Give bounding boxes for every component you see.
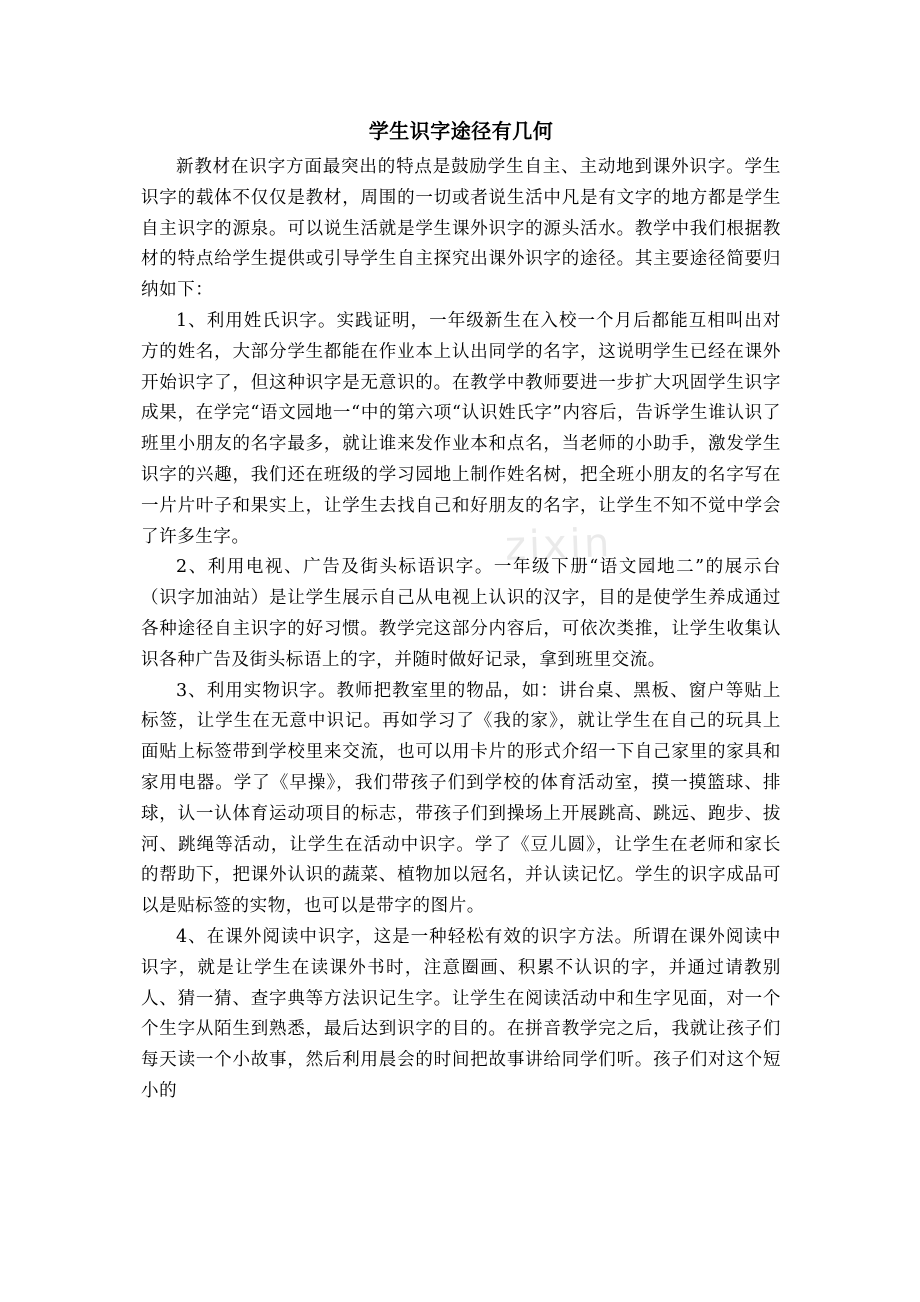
- document-body: [141, 114, 781, 1107]
- watermark: zixin: [504, 520, 614, 570]
- paragraph-tv-ads-literacy: 2、利用电视、广告及街头标语识字。一年级下册“语文园地二”的展示台（识字加油站）是让学生展示自己从电视上认识的汉字，目的是使学生养成通过各种途径自主识字的好习惯。教学完这部分内容后，可依次类推，让学生收集认识各种广告及街头标语上的字，并随时做好记录，拿到班里交流。: [141, 557, 781, 670]
- paragraph-reading-literacy: 4、在课外阅读中识字，这是一种轻松有效的识字方法。所谓在课外阅读中识字，就是让学生在读课外书时，注意圈画、积累不认识的字，并通过请教别人、猜一猜、查字典等方法识记生字。让学生在阅读活动中和生字见面，对一个个生字从陌生到熟悉，最后达到识字的目的。在拼音教学完之后，我就让孩子们每天读一个小故事，然后利用晨会的时间把故事讲给同学们听。孩子们对这个短小的: [141, 926, 781, 1101]
- document-title: 学生识字途径有几何: [368, 119, 554, 143]
- paragraph-surname-literacy: 1、利用姓氏识字。实践证明，一年级新生在入校一个月后都能互相叫出对方的姓名，大部分学生都能在作业本上认出同学的名字，这说明学生已经在课外开始识字了，但这种识字是无意识的。在教学中教师要进一步扩大巩固学生识字成果，在学完“语文园地一“中的第六项“认识姓氏字”内容后，告诉学生谁认识了班里小朋友的名字最多，就让谁来发作业本和点名，当老师的小助手，激发学生识字的兴趣，我们还在班级的学习园地上制作姓名树，把全班小朋友的名字写在一片片叶子和果实上，让学生去找自己和好朋友的名字，让学生不知不觉中学会了许多生字。: [141, 310, 781, 547]
- paragraph-object-literacy: 3、利用实物识字。教师把教室里的物品，如：讲台桌、黑板、窗户等贴上标签，让学生在无意中识记。再如学习了《我的家》，就让学生在自己的玩具上面贴上标签带到学校里来交流，也可以用卡片的形式介绍一下自己家里的家具和家用电器。学了《早操》，我们带孩子们到学校的体育活动室，摸一摸篮球、排球，认一认体育运动项目的标志，带孩子们到操场上开展跳高、跳远、跑步、拔河、跳绳等活动，让学生在活动中识字。学了《豆儿圆》，让学生在老师和家长的帮助下，把课外认识的蔬菜、植物加以冠名，并认读记忆。学生的识字成品可以是贴标签的实物，也可以是带字的图片。: [141, 680, 781, 917]
- intro-paragraph: 新教材在识字方面最突出的特点是鼓励学生自主、主动地到课外识字。学生识字的载体不仅仅是教材，周围的一切或者说生活中凡是有文字的地方都是学生自主识字的源泉。可以说生活就是学生课外识字的源头活水。教学中我们根据教材的特点给学生提供或引导学生自主探究出课外识字的途径。其主要途径简要归纳如下：: [141, 157, 781, 301]
